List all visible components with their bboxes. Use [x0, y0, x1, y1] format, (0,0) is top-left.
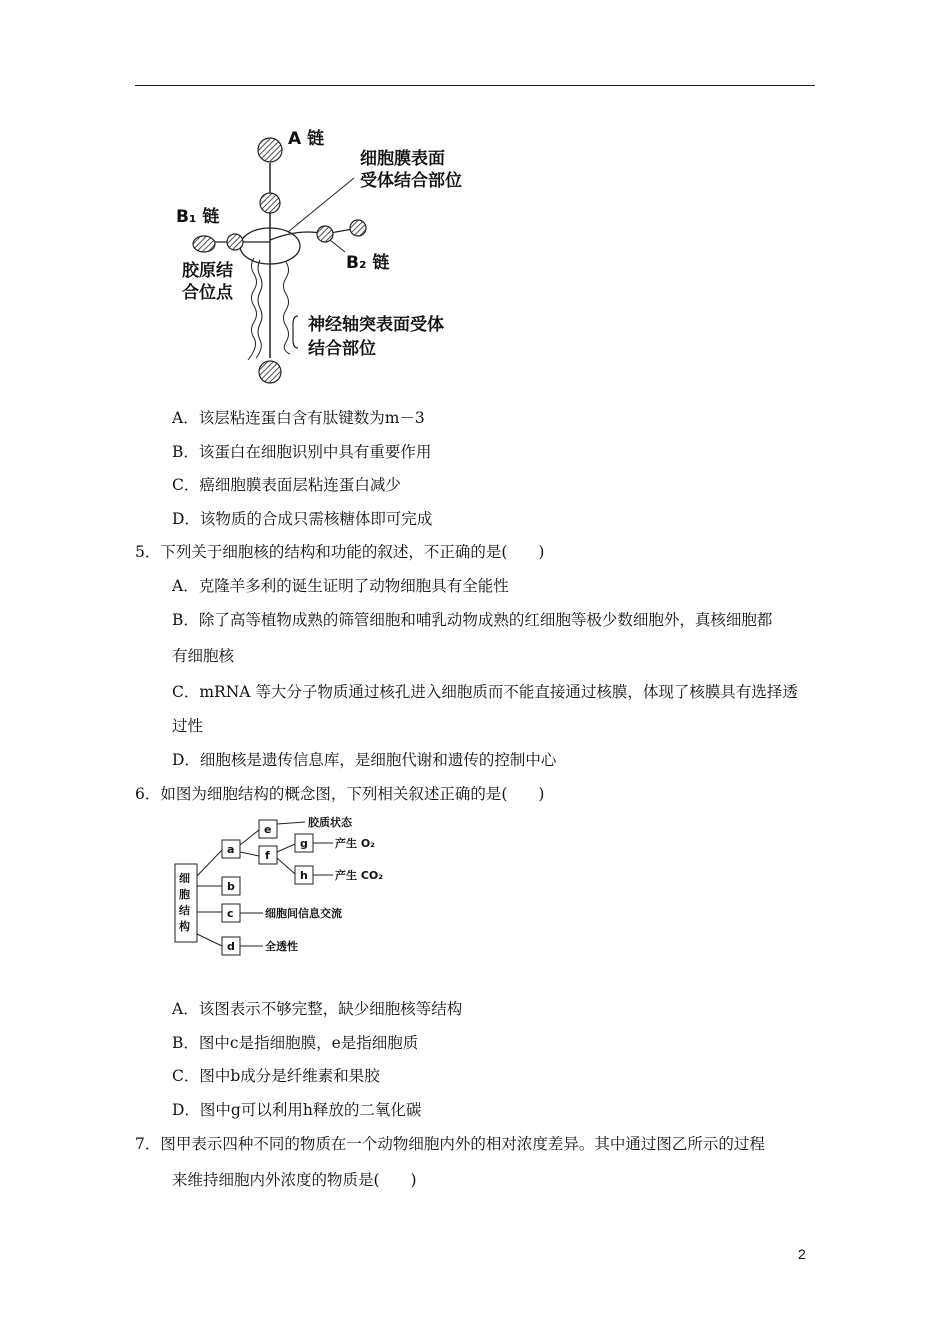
q4-option-d: D．该物质的合成只需核糖体即可完成 [172, 510, 433, 528]
node-f: f [265, 849, 270, 862]
q6-stem: 6．如图为细胞结构的概念图，下列相关叙述正确的是( ) [135, 785, 545, 803]
root-char-4: 构 [179, 920, 190, 933]
node-d: d [227, 940, 235, 953]
label-d: 全透性 [265, 940, 298, 953]
label-c: 细胞间信息交流 [265, 907, 342, 920]
a-chain-mid-bead [260, 193, 280, 213]
b2-chain-bead-2 [350, 220, 366, 236]
a-chain-label: A 链 [288, 129, 325, 149]
page-number: 2 [798, 1246, 806, 1262]
q5-option-d: D．细胞核是遗传信息库，是细胞代谢和遗传的控制中心 [172, 751, 557, 769]
q6-option-a: A．该图表示不够完整，缺少细胞核等结构 [172, 1000, 463, 1018]
q5-option-b-line2: 有细胞核 [172, 647, 235, 665]
root-char-3: 结 [179, 904, 190, 917]
q7-stem-line1: 7．图甲表示四种不同的物质在一个动物细胞内外的相对浓度差异。其中通过图乙所示的过程 [135, 1135, 765, 1153]
collagen-site-label-2: 合位点 [182, 283, 233, 303]
node-g: g [300, 837, 308, 850]
b1-chain-bead-2 [227, 234, 243, 250]
label-h: 产生 CO₂ [335, 869, 384, 882]
q5-option-a: A．克隆羊多利的诞生证明了动物细胞具有全能性 [172, 577, 509, 595]
q7-stem-line2: 来维持细胞内外浓度的物质是( ) [172, 1171, 417, 1189]
membrane-receptor-label-2: 受体结合部位 [360, 171, 462, 191]
b2-chain-bead-1 [317, 226, 333, 242]
q5-option-c-line1: C．mRNA 等大分子物质通过核孔进入细胞质而不能直接通过核膜，体现了核膜具有选择透 [172, 683, 798, 701]
axon-receptor-label-1: 神经轴突表面受体 [308, 315, 444, 335]
q6-option-d: D．图中g可以利用h释放的二氧化碳 [172, 1101, 422, 1119]
cell-structure-concept-map [165, 812, 405, 962]
q5-stem: 5．下列关于细胞核的结构和功能的叙述，不正确的是( ) [135, 543, 545, 561]
collagen-site-label-1: 胶原结 [182, 261, 233, 281]
membrane-receptor-label-1: 细胞膜表面 [360, 149, 445, 169]
q6-option-c: C．图中b成分是纤维素和果胶 [172, 1067, 380, 1085]
node-e: e [264, 823, 272, 836]
q5-option-c-line2: 过性 [172, 717, 204, 735]
root-char-1: 细 [179, 872, 190, 885]
q4-option-a: A．该层粘连蛋白含有肽键数为m－3 [172, 409, 425, 427]
axon-receptor-label-2: 结合部位 [308, 339, 376, 359]
root-char-2: 胞 [179, 888, 190, 901]
q6-option-b: B．图中c是指细胞膜，e是指细胞质 [172, 1034, 419, 1052]
header-rule [135, 85, 815, 86]
label-g: 产生 O₂ [335, 837, 375, 850]
b2-chain-label: B₂ 链 [346, 253, 390, 273]
node-a: a [227, 843, 235, 856]
a-chain-bottom-bead [259, 361, 281, 383]
q4-option-b: B．该蛋白在细胞识别中具有重要作用 [172, 443, 432, 461]
q5-option-b-line1: B．除了高等植物成熟的筛管细胞和哺乳动物成熟的红细胞等极少数细胞外，真核细胞都 [172, 611, 773, 629]
b1-chain-bead-1 [193, 236, 215, 252]
node-h: h [300, 869, 308, 882]
node-b: b [227, 880, 235, 893]
node-c: c [227, 907, 234, 920]
label-e: 胶质状态 [308, 816, 352, 829]
a-chain-top-bead [258, 138, 282, 162]
laminin-structure-figure [160, 118, 520, 390]
q4-option-c: C．癌细胞膜表面层粘连蛋白减少 [172, 476, 401, 494]
b1-chain-label: B₁ 链 [176, 207, 220, 227]
